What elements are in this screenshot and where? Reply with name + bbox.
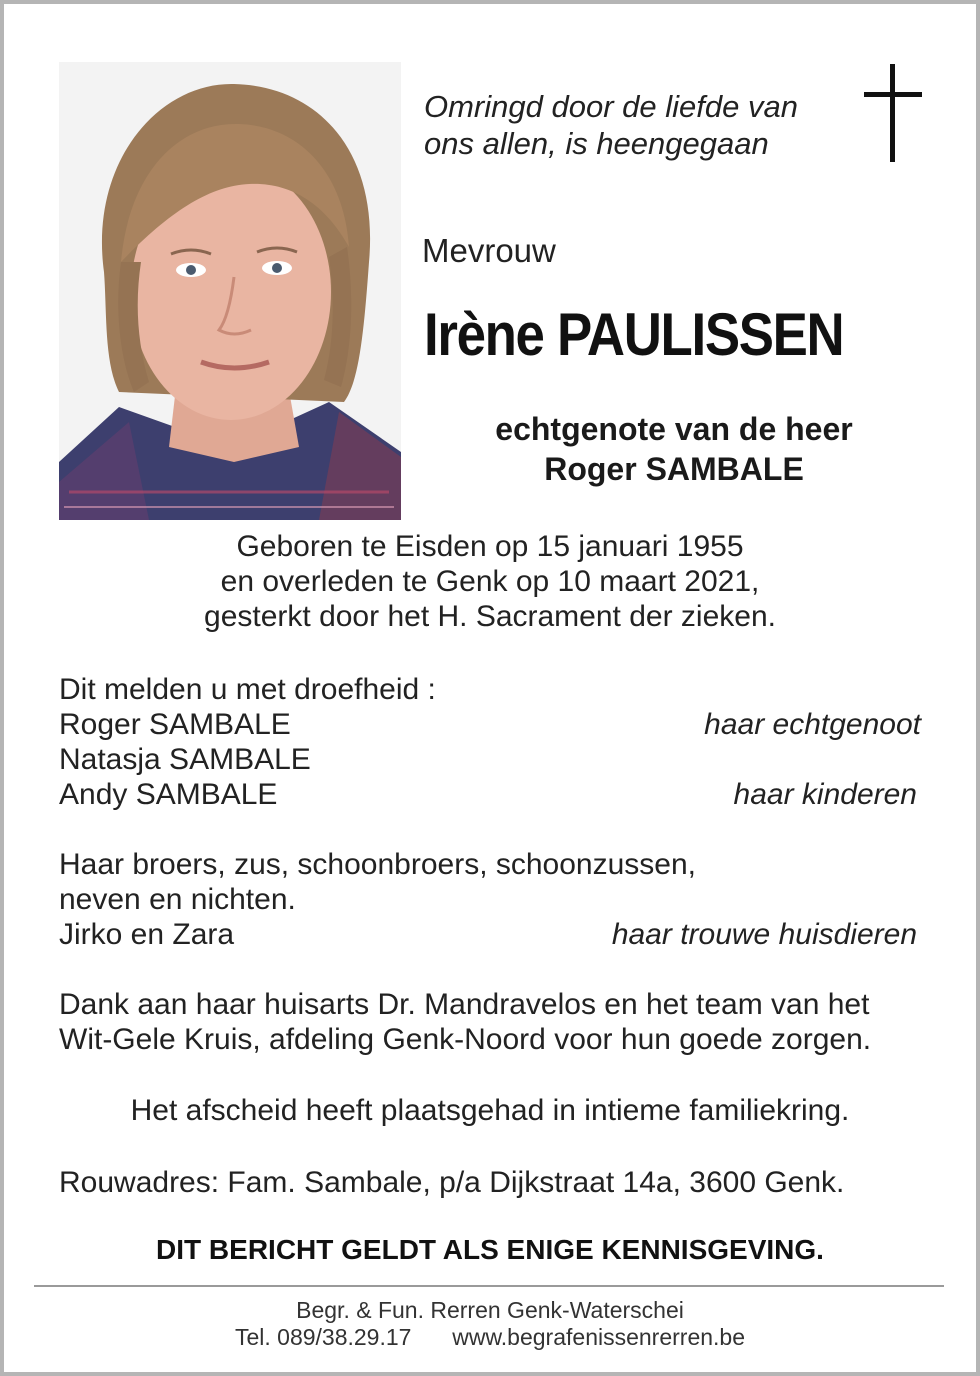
portrait-photo <box>59 62 401 520</box>
footer-website[interactable]: www.begrafenissenrerren.be <box>452 1324 746 1350</box>
birth-death-info <box>4 529 976 634</box>
birth-line: Geboren te Eisden op 15 januari 1955 <box>236 530 744 563</box>
footer-company: Begr. & Fun. Rerren Genk-Waterschei <box>296 1297 684 1323</box>
spouse-info <box>424 409 924 489</box>
divider <box>34 1285 944 1287</box>
family-row <box>59 777 921 812</box>
pets-row <box>59 917 921 952</box>
intro-text <box>424 88 798 162</box>
farewell-text: Het afscheid heeft plaatsgehad in intieme familiekring. <box>130 1094 850 1127</box>
family-name: Natasja SAMBALE <box>59 743 311 776</box>
intro-line: ons allen, is heengegaan <box>424 126 769 161</box>
intro-line: Omringd door de liefde van <box>424 89 798 124</box>
thanks-line: Wit-Gele Kruis, afdeling Genk-Noord voor hun goede zorgen. <box>59 1023 872 1056</box>
pets-relation: haar trouwe huisdieren <box>611 918 917 951</box>
family-relation: haar echtgenoot <box>704 708 921 741</box>
footer-contact <box>4 1324 976 1351</box>
footer-phone: Tel. 089/38.29.17 <box>234 1324 412 1350</box>
birth-line: en overleden te Genk op 10 maart 2021, <box>220 565 760 598</box>
relatives-line: Haar broers, zus, schoonbroers, schoonzussen, <box>59 848 696 881</box>
family-name: Andy SAMBALE <box>59 778 278 811</box>
thanks-line: Dank aan haar huisarts Dr. Mandravelos en het team van het <box>59 988 870 1021</box>
mourning-address: Rouwadres: Fam. Sambale, p/a Dijkstraat 14a, 3600 Genk. <box>59 1166 845 1199</box>
deceased-name: Irène PAULISSEN <box>424 301 844 368</box>
family-row <box>59 742 921 777</box>
family-row <box>59 707 921 742</box>
family-relation: haar kinderen <box>733 778 917 811</box>
honorific: Mevrouw <box>422 232 556 269</box>
announcement: Dit melden u met droefheid : <box>59 673 436 706</box>
family-name: Roger SAMBALE <box>59 708 291 741</box>
final-notice: DIT BERICHT GELDT ALS ENIGE KENNISGEVING. <box>156 1234 824 1265</box>
birth-line: gesterkt door het H. Sacrament der zieken. <box>204 600 776 633</box>
pets-name: Jirko en Zara <box>59 918 235 951</box>
cross-icon <box>864 64 922 162</box>
spouse-line: echtgenote van de heer <box>495 411 853 447</box>
relatives <box>59 847 939 917</box>
thanks <box>59 987 939 1057</box>
relatives-line: neven en nichten. <box>59 883 296 916</box>
spouse-line: Roger SAMBALE <box>544 451 804 487</box>
